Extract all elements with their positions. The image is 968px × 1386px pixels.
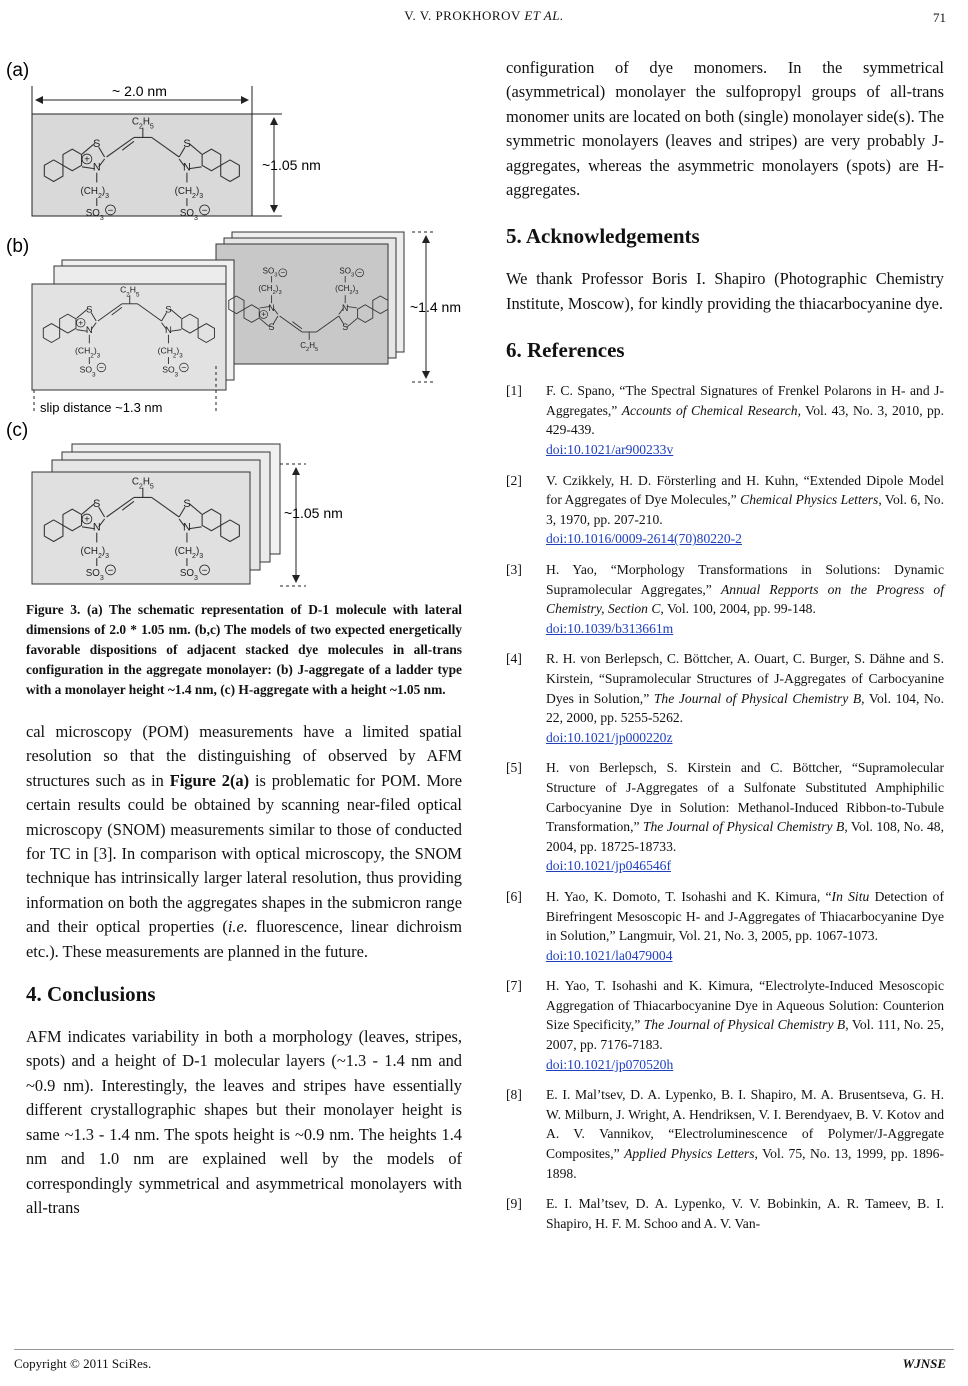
atom-sulfur-left: S (93, 498, 101, 511)
propyl-chain-left-label: $(CH_2)_3$ (258, 284, 282, 297)
atom-sulfur-left: S (268, 322, 275, 333)
atom-sulfur-right: S (183, 498, 191, 511)
sulfonate-left-label: $SO_3$ (262, 266, 278, 279)
reference-number: [6] (506, 888, 522, 904)
propyl-chain-left-label: $(CH_2)_3$ (80, 186, 110, 200)
reference-number: [5] (506, 760, 522, 776)
panel-c (32, 444, 343, 586)
propyl-chain-right-label: $(CH_2)_3$ (335, 284, 359, 297)
reference-number: [2] (506, 472, 522, 488)
paragraph-symmetry: configuration of dye monomers. In the symmetrical (asymmetrical) monolayer the sulfopropyl groups of all-trans monomer units are located on both (single) monolayer side(s). The symmetric monolayers (leaves and stripes) are very probably J-aggregates, whereas the asymmetric monolayers (spots) are H-aggregates. (506, 58, 944, 200)
running-head-et-al: ET AL. (524, 8, 564, 23)
reference-number: [3] (506, 562, 522, 577)
atom-nitrogen-right: N (342, 302, 349, 313)
negative-charge-right-sign: − (181, 362, 187, 373)
running-head-authors: V. V. PROKHOROV (404, 8, 521, 23)
panel-b (32, 232, 461, 415)
doi-link[interactable]: doi:10.1021/la0479004 (546, 947, 673, 963)
figure-caption: Figure 3. (a) The schematic representation of D-1 molecule with lateral dimensions of 2.0 * 1.05 nm. (b,c) The models of two expected energetically favorable dispositions of adjacent stacked dye molecules in all-trans configuration in the aggregate monolayer: (b) J-aggregate of a ladder type with a monolayer height ~1.4 nm, (c) H-aggregate with a height ~1.05 nm. (26, 602, 462, 697)
panel-label-a: (a) (6, 60, 30, 81)
panel-a (32, 83, 321, 221)
reference-item: [4] R. H. von Berlepsch, C. Böttcher, A. Ouart, C. Burger, S. Dähne and S. Kirstein, “Supramolecular Structures of J-Aggregates of Carbocyanine Dyes in Solution,” The Journal of Physical Chemistry B, Vol. 104, No. 22, 2000, pp. 5255-5262. doi:10.1021/jp000220z (506, 651, 944, 745)
reference-number: [1] (506, 383, 522, 399)
propyl-chain-right-label: $(CH_2)_3$ (174, 546, 204, 560)
paragraph-acknowledgements: We thank Professor Boris I. Shapiro (Photographic Chemistry Institute, Moscow), for kindly providing the thiacarbocyanine dye. (506, 269, 944, 313)
positive-charge-sign: + (84, 154, 90, 166)
negative-charge-left-sign: − (98, 362, 104, 373)
doi-link[interactable]: doi:10.1021/jp070520h (546, 1056, 674, 1072)
negative-charge-left-sign: − (107, 565, 114, 577)
ethyl-group-label: $C_2H_5$ (131, 116, 154, 131)
propyl-chain-right-label: $(CH_2)_3$ (174, 186, 204, 200)
positive-charge-sign: + (261, 309, 266, 319)
negative-charge-right-sign: − (357, 268, 362, 277)
atom-nitrogen-left: N (92, 161, 101, 174)
footer-journal: WJNSE (902, 1356, 946, 1371)
atom-nitrogen-left: N (85, 325, 93, 337)
reference-item: [2] V. Czikkely, H. D. Försterling and H. Kuhn, “Extended Dipole Model for Aggregates of Dye Molecules,” Chemical Physics Letters, Vol. 6, No. 3, 1970, pp. 207-210. doi:10.1016/0009-2614(70)80220-2 (506, 472, 944, 547)
atom-nitrogen-left: N (92, 521, 101, 534)
positive-charge-sign: + (84, 514, 90, 526)
doi-link[interactable]: doi:10.1021/ar900233v (546, 442, 674, 458)
reference-number: [9] (506, 1196, 522, 1212)
reference-item: [3] H. Yao, “Morphology Transformations in Solutions: Dynamic Supramolecular Aggregates,” Annual Repports on the Progress of Chemistry, Section C, Vol. 100, 2004, pp. 99-148. doi:10.1039/b313661m (506, 562, 945, 636)
atom-sulfur-left: S (93, 138, 101, 151)
doi-link[interactable]: doi:10.1039/b313661m (546, 620, 674, 636)
figure-ref: Figure 2(a) (169, 770, 250, 790)
negative-charge-left-sign: − (280, 268, 286, 277)
doi-link[interactable]: doi:10.1021/jp000220z (546, 729, 673, 745)
atom-nitrogen-right: N (183, 521, 191, 534)
reference-item: [1] F. C. Spano, “The Spectral Signatures of Frenkel Polarons in H- and J-Aggregates,” Accounts of Chemical Research, Vol. 43, No. 3, 2010, pp. 429-439. doi:10.1021/ar900233v (506, 383, 944, 458)
reference-number: [7] (506, 978, 522, 994)
paragraph-pom: cal microscopy (POM) measurements have a limited spatial resolution so that the distinguishing of observed by AFM structures such as in Figure 2(a) is problematic for POM. More certain results could be obtained by scanning near-filed optical microscopy (SNOM) measurements similar to those of conducted for TC in [3]. In comparison with optical microscopy, the SNOM technique has intrinsically larger lateral resolution, thus providing information on both the aggregates shapes in the submicron range and their optical properties (i.e. fluorescence, linear dichroism etc.). These measurements are planned in the future. (26, 722, 462, 961)
figure-3 (6, 56, 462, 596)
height-label-c: ~1.05 nm (284, 505, 343, 521)
atom-nitrogen-right: N (183, 161, 191, 174)
sulfonate-right-label: $SO_3$ (179, 567, 198, 582)
atom-sulfur-left: S (86, 304, 93, 316)
positive-charge-sign: + (78, 317, 84, 328)
footer-rule (14, 1349, 954, 1350)
figure-3-drawing (6, 56, 462, 596)
running-head (0, 8, 968, 24)
atom-sulfur-right: S (183, 138, 191, 151)
sulfonate-right-label: $SO_3$ (339, 266, 355, 279)
atom-nitrogen-right: N (165, 325, 172, 337)
ethyl-group-label: $C_2H_5$ (131, 476, 154, 491)
sulfonate-left-label: $SO_3$ (85, 207, 104, 222)
ethyl-group-label: $C_2H_5$ (120, 284, 140, 299)
page-number: 71 (933, 10, 946, 25)
section-title-acknowledgements: 5. Acknowledgements (506, 224, 700, 249)
reference-item: [7] H. Yao, T. Isohashi and K. Kimura, “Electrolyte-Induced Mesoscopic Aggregation of Thiacarbocyanine Dye in Aqueous Solution: Counterion Size Specificity,” The Journal of Physical Chemistry B, Vol. 111, No. 25, 2007, pp. 7176-7183. doi:10.1021/jp070520h (506, 978, 944, 1072)
reference-item: [6] H. Yao, K. Domoto, T. Isohashi and K. Kimura, “In Situ Detection of Birefringent Mesoscopic H- and J-Aggregates of Thiacarbocyanine Dye in Solution,” Langmuir, Vol. 21, No. 3, 2005, pp. 1067-1073. doi:10.1021/la0479004 (506, 888, 944, 963)
sulfonate-right-label: $SO_3$ (179, 207, 198, 222)
atom-nitrogen-left: N (268, 302, 275, 313)
panel-label-c: (c) (6, 420, 29, 441)
propyl-chain-left-label: $(CH_2)_3$ (75, 345, 101, 360)
doi-link[interactable]: doi:10.1016/0009-2614(70)80220-2 (546, 531, 742, 547)
sulfonate-left-label: $SO_3$ (79, 364, 96, 379)
height-label-a: ~1.05 nm (262, 157, 321, 173)
negative-charge-left-sign: − (107, 205, 114, 217)
width-label: ~ 2.0 nm (112, 83, 167, 99)
section-title-conclusions: 4. Conclusions (26, 982, 156, 1007)
sulfonate-right-label: $SO_3$ (162, 364, 179, 379)
footer-copyright: Copyright © 2011 SciRes. (14, 1356, 152, 1371)
reference-number: [8] (506, 1087, 522, 1103)
atom-sulfur-right: S (165, 304, 172, 316)
paragraph-conclusions: AFM indicates variability in both a morphology (leaves, stripes, spots) and a height of D-1 molecular layers (~1.3 - 1.4 nm and ~0.9 nm). Interestingly, the leaves and stripes have essentially different crystallographic shapes but their monolayer height is same ~1.3 - 1.4 nm. The spots height is ~0.9 nm. The heights 1.4 nm and 1.0 nm are explained well by the models of correspondingly symmetrical and asymmetrical monolayers with all-trans (26, 1027, 462, 1217)
reference-item: [5] H. von Berlepsch, S. Kirstein and C. Böttcher, “Supramolecular Structure of J-Aggregates of a Sulfonate Substituted Amphiphilic Carbocyanine Dye in Solution: Methanol-Induced Ribbon-to-Tubule Transformation,” The Journal of Physical Chemistry B, Vol. 108, No. 48, 2004, pp. 18725-18733. doi:10.1021/jp046546f (506, 760, 944, 874)
reference-number: [4] (506, 651, 522, 667)
ethyl-group-label: $C_2H_5$ (300, 341, 319, 353)
right-column (506, 56, 944, 1244)
reference-item: [9] E. I. Mal’tsev, D. A. Lypenko, V. V. Bobinkin, A. R. Tameev, B. I. Shapiro, H. F. M. Schoo and A. V. Van- (506, 1196, 944, 1231)
stack-sheet-b-front-left (32, 284, 226, 390)
negative-charge-right-sign: − (201, 205, 208, 217)
propyl-chain-right-label: $(CH_2)_3$ (157, 345, 183, 360)
reference-item: [8] E. I. Mal’tsev, D. A. Lypenko, B. I. Shapiro, M. A. Brusentseva, G. H. W. Milburn, J. Wright, A. Hendriksen, V. I. Berendyaev, B. V. Kotov and A. V. Vannikov, “Electroluminescence of Polymer/J-Aggregate Composites,” Applied Physics Letters, Vol. 75, No. 13, 1999, pp. 1896-1898. (506, 1087, 944, 1181)
doi-link[interactable]: doi:10.1021/jp046546f (546, 858, 671, 874)
atom-sulfur-right: S (342, 322, 349, 333)
propyl-chain-left-label: $(CH_2)_3$ (80, 546, 110, 560)
left-column (6, 56, 462, 1220)
panel-label-b: (b) (6, 236, 30, 257)
sulfonate-left-label: $SO_3$ (85, 567, 104, 582)
reference-list (506, 381, 944, 1233)
negative-charge-right-sign: − (201, 565, 208, 577)
section-title-references: 6. References (506, 338, 625, 363)
slip-distance-label: slip distance ~1.3 nm (40, 400, 163, 415)
height-label-b: ~1.4 nm (410, 299, 461, 315)
